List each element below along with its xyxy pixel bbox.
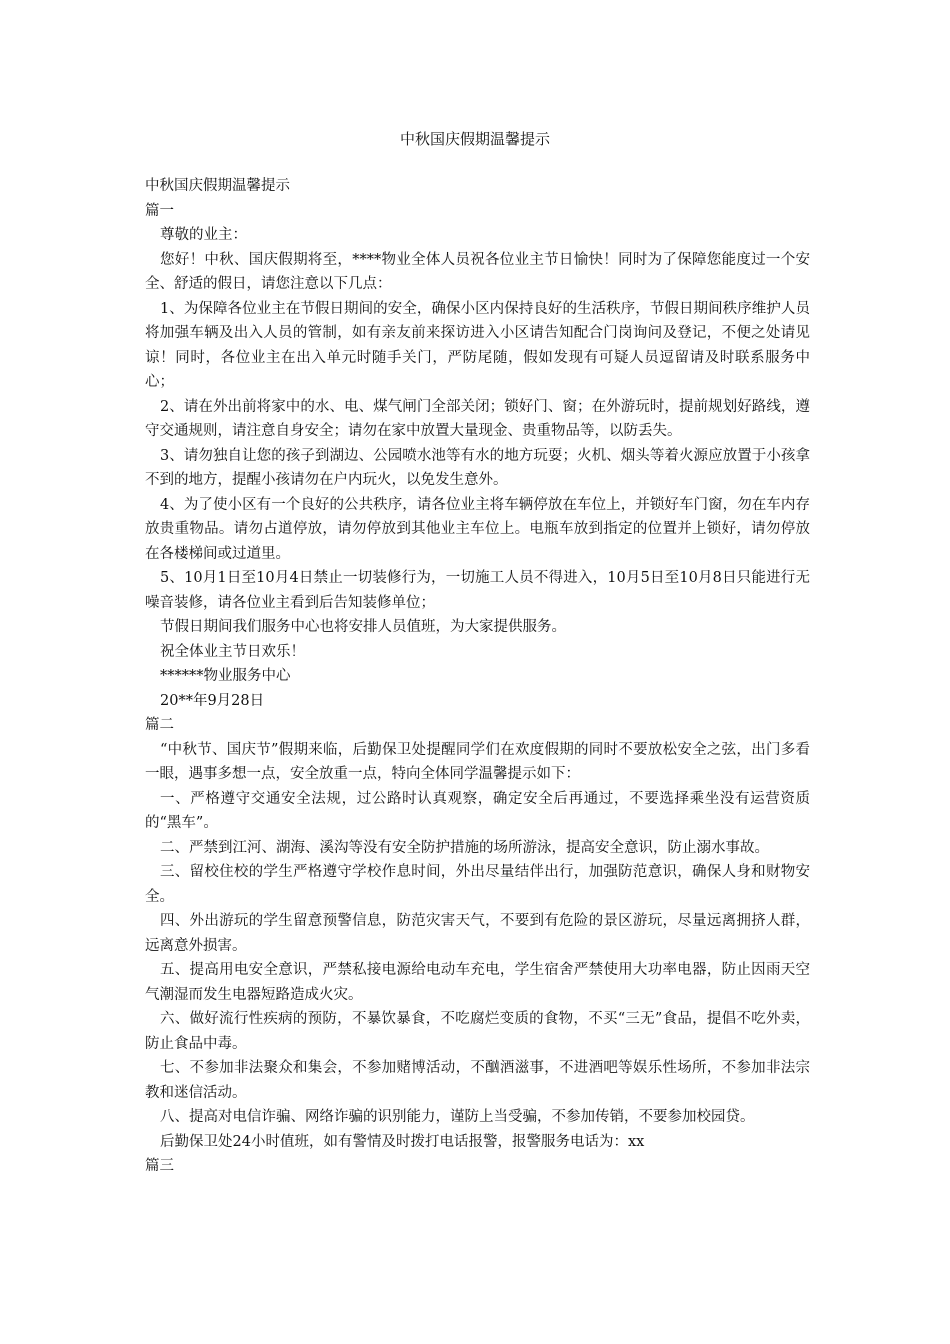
- notice-item: 二、严禁到江河、湖海、溪沟等没有安全防护措施的场所游泳，提高安全意识，防止溺水事故。: [160, 839, 769, 856]
- notice-item: 七、不参加非法聚众和集会，不参加赌博活动，不酗酒滋事，不进酒吧等娱乐性场所，不参加非法宗教和迷信活动。: [145, 1060, 810, 1101]
- section-label-part3: 篇三: [145, 1158, 174, 1174]
- section-label-part1: 篇一: [145, 202, 174, 219]
- notice-item: 5、10月1日至10月4日禁止一切装修行为，一切施工人员不得进入，10月5日至10月8日只能进行无噪音装修，请各位业主看到后告知装修单位；: [145, 570, 810, 611]
- notice-item: 4、为了使小区有一个良好的公共秩序，请各位业主将车辆停放在车位上，并锁好车门窗，勿在车内存放贵重物品。请勿占道停放，请勿停放到其他业主车位上。电瓶车放到指定的位置并上锁好，请勿停放在各楼梯间或过道里。: [145, 496, 810, 562]
- notice-item: 2、请在外出前将家中的水、电、煤气闸门全部关闭；锁好门、窗；在外游玩时，提前规划好路线，遵守交通规则，请注意自身安全；请勿在家中放置大量现金、贵重物品等，以防丢失。: [145, 398, 810, 439]
- page-title: 中秋国庆假期温馨提示: [399, 130, 550, 148]
- date-line: 20**年9月28日: [160, 692, 265, 709]
- section-label-part2: 篇二: [145, 717, 174, 733]
- notice-item: 三、留校住校的学生严格遵守学校作息时间，外出尽量结伴出行，加强防范意识，确保人身和财物安全。: [145, 864, 810, 905]
- notice-item: 3、请勿独自让您的孩子到湖边、公园喷水池等有水的地方玩耍；火机、烟头等着火源应放置于小孩拿不到的地方，提醒小孩请勿在户内玩火，以免发生意外。: [145, 447, 810, 488]
- greeting: 尊敬的业主：: [160, 227, 247, 243]
- notice-item: 1、为保障各位业主在节假日期间的安全，确保小区内保持良好的生活秩序，节假日期间秩序维护人员将加强车辆及出入人员的管制，如有亲友前来探访进入小区请告知配合门岗询问及登记，不便之处请见谅！同时，各位业主在出入单元时随手关门，严防尾随，假如发现有可疑人员逗留请及时联系服务中心；: [145, 300, 810, 390]
- signature-line: ******物业服务中心: [160, 668, 291, 684]
- notice-item: 六、做好流行性疾病的预防，不暴饮暴食，不吃腐烂变质的食物，不买“三无”食品，提倡不吃外卖，防止食品中毒。: [145, 1011, 810, 1052]
- wish-line: 祝全体业主节日欢乐！: [160, 643, 305, 660]
- document-body: [145, 174, 810, 1179]
- notice-item: 一、严格遵守交通安全法规，过公路时认真观察，确定安全后再通过，不要选择乘坐没有运营资质的“黑车”。: [145, 790, 810, 831]
- notice-item: 八、提高对电信诈骗、网络诈骗的识别能力，谨防上当受骗，不参加传销，不要参加校园贷。: [160, 1109, 755, 1125]
- closing-paragraph: 后勤保卫处24小时值班，如有警情及时拨打电话报警，报警服务电话为：xx: [160, 1133, 645, 1150]
- intro-paragraph: 您好！中秋、国庆假期将至，****物业全体人员祝各位业主节日愉快！同时为了保障您能度过一个安全、舒适的假日，请您注意以下几点：: [145, 251, 810, 292]
- sub-title: 中秋国庆假期温馨提示: [145, 178, 290, 194]
- notice-item: 四、外出游玩的学生留意预警信息，防范灾害天气，不要到有危险的景区游玩，尽量远离拥挤人群，远离意外损害。: [145, 913, 810, 954]
- notice-item: 五、提高用电安全意识，严禁私接电源给电动车充电，学生宿舍严禁使用大功率电器，防止因雨天空气潮湿而发生电器短路造成火灾。: [145, 962, 810, 1003]
- duty-paragraph: 节假日期间我们服务中心也将安排人员值班，为大家提供服务。: [160, 619, 566, 635]
- intro-paragraph: “中秋节、国庆节”假期来临，后勤保卫处提醒同学们在欢度假期的同时不要放松安全之弦，出门多看一眼，遇事多想一点，安全放重一点，特向全体同学温馨提示如下：: [145, 741, 810, 782]
